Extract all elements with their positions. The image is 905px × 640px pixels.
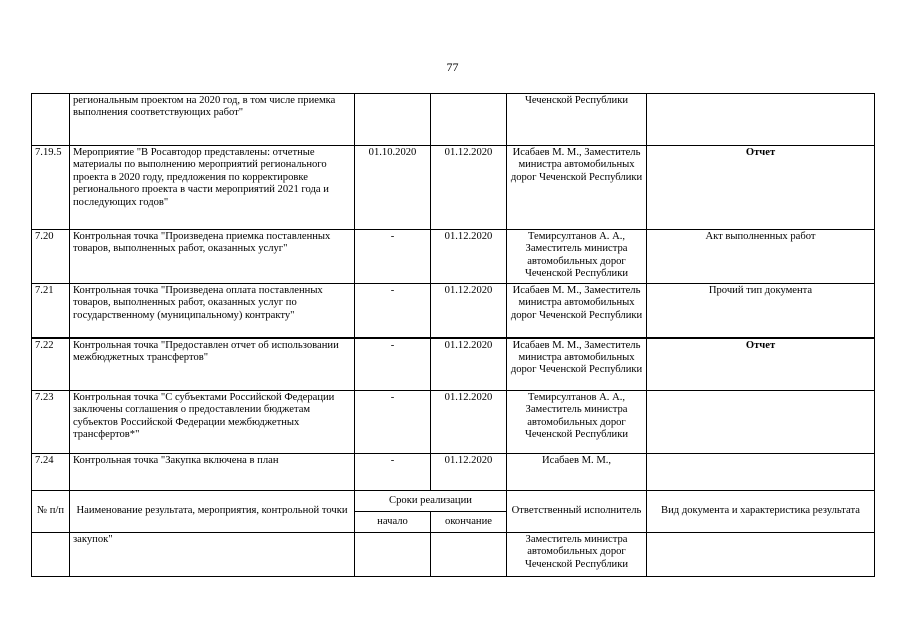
table-row <box>32 533 875 577</box>
header-end: окончание <box>431 512 507 533</box>
row-start: 01.10.2020 <box>355 146 431 230</box>
table-row <box>32 454 875 491</box>
row-end: 01.12.2020 <box>431 454 507 491</box>
row-number: 7.21 <box>32 284 70 338</box>
row-doc: Отчет <box>647 338 875 391</box>
row-responsible: Темирсултанов А. А., Заместитель министра автомобильных дорог Чеченской Республики <box>507 391 647 454</box>
row-start <box>355 533 431 577</box>
row-end: 01.12.2020 <box>431 146 507 230</box>
table-row <box>32 284 875 338</box>
row-name: закупок" <box>70 533 355 577</box>
plan-table <box>31 93 875 577</box>
row-end: 01.12.2020 <box>431 230 507 284</box>
row-number: 7.23 <box>32 391 70 454</box>
table-row <box>32 94 875 146</box>
row-responsible: Чеченской Республики <box>507 94 647 146</box>
row-end: 01.12.2020 <box>431 338 507 391</box>
row-name: Контрольная точка "С субъектами Российской Федерации заключены соглашения о предоставлении бюджетам субъектов Российской Федерации межбюджетных трансфертов*" <box>70 391 355 454</box>
row-doc: Прочий тип документа <box>647 284 875 338</box>
header-dates: Сроки реализации <box>355 491 507 512</box>
row-responsible: Исабаев М. М., <box>507 454 647 491</box>
header-start: начало <box>355 512 431 533</box>
row-start: - <box>355 230 431 284</box>
header-responsible: Ответственный исполнитель <box>507 491 647 533</box>
page-number: 77 <box>446 60 459 74</box>
row-doc: Акт выполненных работ <box>647 230 875 284</box>
row-end <box>431 94 507 146</box>
row-responsible: Темирсултанов А. А., Заместитель министра автомобильных дорог Чеченской Республики <box>507 230 647 284</box>
table-row <box>32 391 875 454</box>
row-name: Контрольная точка "Произведена оплата поставленных товаров, выполненных работ, оказанных услуг по государственному (муниципальному) контракту" <box>70 284 355 338</box>
row-start: - <box>355 284 431 338</box>
table-row <box>32 230 875 284</box>
row-doc <box>647 391 875 454</box>
row-name: Контрольная точка "Предоставлен отчет об использовании межбюджетных трансфертов" <box>70 338 355 391</box>
row-start: - <box>355 454 431 491</box>
row-start: - <box>355 338 431 391</box>
row-name: региональным проектом на 2020 год, в том числе приемка выполнения соответствующих работ" <box>70 94 355 146</box>
header-num: № п/п <box>32 491 70 533</box>
row-responsible: Исабаев М. М., Заместитель министра автомобильных дорог Чеченской Республики <box>507 338 647 391</box>
row-number <box>32 533 70 577</box>
row-doc <box>647 454 875 491</box>
row-end <box>431 533 507 577</box>
row-doc <box>647 94 875 146</box>
row-number: 7.22 <box>32 338 70 391</box>
table-row <box>32 338 875 391</box>
row-responsible: Исабаев М. М., Заместитель министра автомобильных дорог Чеченской Республики <box>507 284 647 338</box>
row-name: Мероприятие "В Росавтодор представлены: отчетные материалы по выполнению мероприятий регионального проекта в 2020 году, предложения по корректировке регионального проекта в части мероприятий 2021 года и последующих годов" <box>70 146 355 230</box>
row-number <box>32 94 70 146</box>
header-doc-type: Вид документа и характеристика результата <box>647 491 875 533</box>
row-responsible: Исабаев М. М., Заместитель министра автомобильных дорог Чеченской Республики <box>507 146 647 230</box>
header-name: Наименование результата, мероприятия, контрольной точки <box>70 491 355 533</box>
table-header-row <box>32 491 875 512</box>
row-end: 01.12.2020 <box>431 284 507 338</box>
table-row <box>32 146 875 230</box>
row-responsible: Заместитель министра автомобильных дорог Чеченской Республики <box>507 533 647 577</box>
row-doc: Отчет <box>647 146 875 230</box>
row-name: Контрольная точка "Закупка включена в план <box>70 454 355 491</box>
row-number: 7.19.5 <box>32 146 70 230</box>
row-name: Контрольная точка "Произведена приемка поставленных товаров, выполненных работ, оказанных услуг" <box>70 230 355 284</box>
row-start: - <box>355 391 431 454</box>
row-doc <box>647 533 875 577</box>
row-number: 7.24 <box>32 454 70 491</box>
row-end: 01.12.2020 <box>431 391 507 454</box>
row-number: 7.20 <box>32 230 70 284</box>
row-start <box>355 94 431 146</box>
